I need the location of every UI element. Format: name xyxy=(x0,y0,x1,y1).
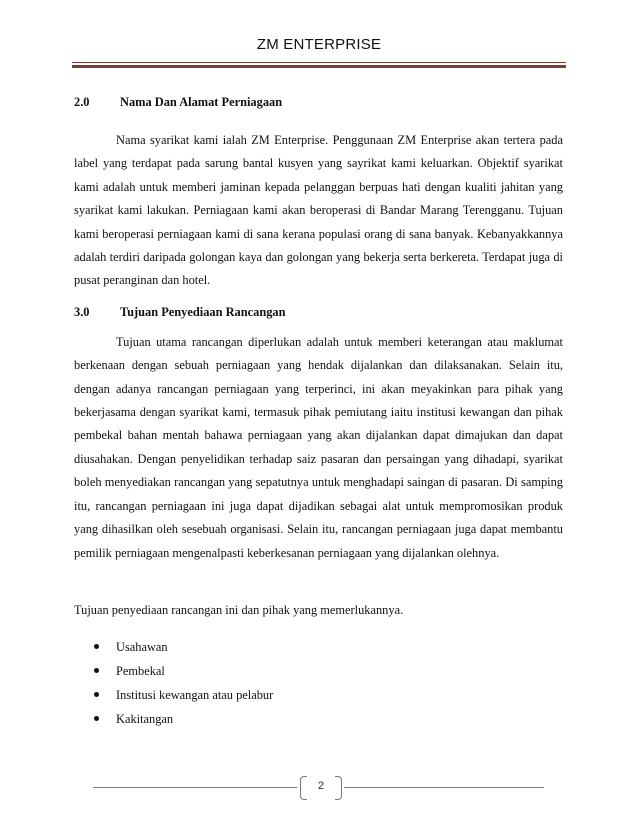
section-heading-2 xyxy=(74,92,563,113)
footer-rule-left xyxy=(93,787,297,788)
list-item xyxy=(74,707,563,731)
page-header-title: ZM ENTERPRISE xyxy=(256,36,382,53)
document-body xyxy=(74,92,563,731)
bullet-icon xyxy=(94,668,99,673)
section-paragraph: Tujuan utama rancangan diperlukan adalah untuk memberi keterangan atau maklumat berkenaan dengan sebuah perniagaan yang hendak dijalankan dan dilaksanakan. Selain itu, dengan adanya rancangan perniagaan yang terperinci, ini akan meyakinkan para pihak yang bekerjasama dengan syarikat kami, termasuk pihak pemiutang iaitu institusi kewangan dan pihak pembekal bahan mentah bahawa perniagaan yang akan dijalankan dapat dimajukan dan dapat diusahakan. Dengan penyelidikan terhadap saiz pasaran dan persaingan yang dihadapi, syarikat boleh menyediakan rancangan yang sepatutnya untuk menghadapi saingan di pasaran. Di samping itu, rancangan perniagaan ini juga dapat dijadikan sebagai alat untuk mempromosikan produk yang dihasilkan oleh sesebuah organisasi. Selain itu, rancangan perniagaan juga dapat membantu pemilik perniagaan mengenalpasti keberkesanan perniagaan yang dijalankan olehnya. xyxy=(74,334,563,560)
section-title: Tujuan Penyediaan Rancangan xyxy=(120,304,286,319)
list-item-label: Usahawan xyxy=(116,639,168,654)
bullet-icon xyxy=(94,692,99,697)
section-paragraph: Nama syarikat kami ialah ZM Enterprise. Penggunaan ZM Enterprise akan tertera pada label yang terdapat pada sarung bantal kusyen yang sayrikat kami keluarkan. Objektif syarikat kami adalah untuk memberi jaminan kepada pelanggan berpuas hati dengan kualiti jahitan yang syarikat kami lakukan. Perniagaan kami akan beroperasi di Bandar Marang Terengganu. Tujuan kami beroperasi perniagaan kami di sana kerana populasi orang di sana banyak. Kebanyakkannya adalah terdiri daripada golongan kaya dan golongan yang bekerja serta berkereta. Terdapat juga di pusat peranginan dan hotel. xyxy=(74,133,563,288)
section-number: 3.0 xyxy=(74,304,90,319)
page-number-bracket-right xyxy=(335,776,342,800)
section-heading-3 xyxy=(74,302,563,323)
bullet-icon xyxy=(94,644,99,649)
section-number: 2.0 xyxy=(74,95,90,109)
list-item xyxy=(74,659,563,683)
list-item-label: Pembekal xyxy=(116,663,165,678)
header-rule-thin xyxy=(72,62,566,63)
header-rule-thick xyxy=(72,65,566,68)
list-intro: Tujuan penyediaan rancangan ini dan pihak yang memerlukannya. xyxy=(74,602,404,617)
page-number: 2 xyxy=(317,780,325,792)
list-item-label: Kakitangan xyxy=(116,711,174,726)
list-item xyxy=(74,683,563,707)
section-title: Nama Dan Alamat Perniagaan xyxy=(120,95,283,109)
list-item xyxy=(74,635,563,659)
bullet-list xyxy=(74,635,563,731)
bullet-icon xyxy=(94,716,99,721)
footer-rule-right xyxy=(344,787,544,788)
list-item-label: Institusi kewangan atau pelabur xyxy=(116,687,274,702)
